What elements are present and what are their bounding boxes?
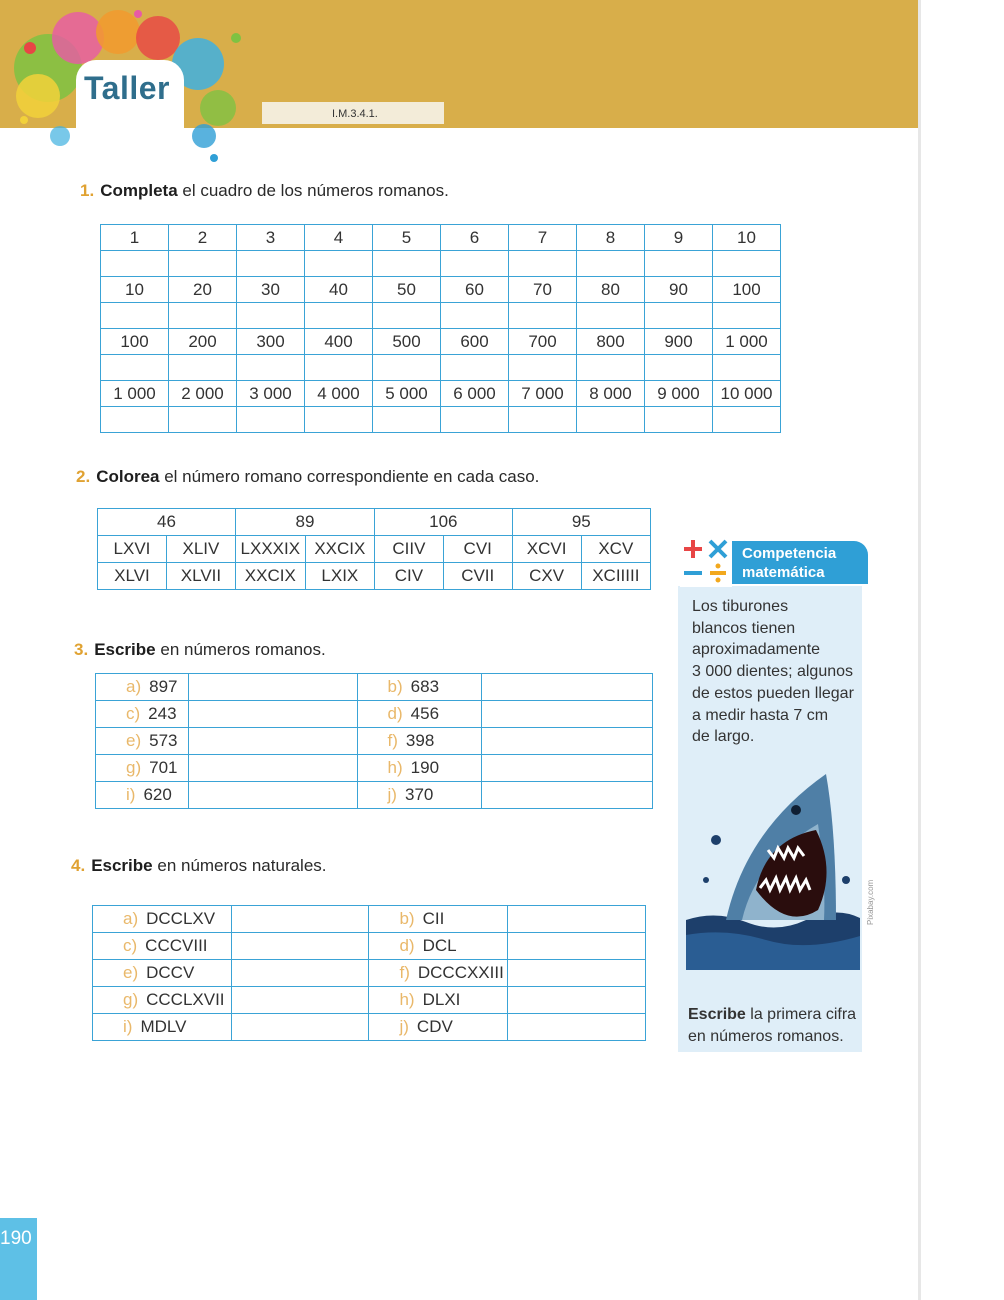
option-cell[interactable]: XCVI [512,536,581,563]
table-cell: 10 000 [713,381,781,407]
item-label: h) [399,990,415,1009]
answer-cell[interactable] [231,933,369,960]
item-label: g) [126,758,142,777]
table-cell: 600 [441,329,509,355]
item-value: 897 [149,677,178,696]
answer-cell[interactable] [441,407,509,433]
table-cell: 30 [237,277,305,303]
item-value: CCCVIII [145,936,208,955]
answer-cell[interactable] [509,303,577,329]
option-cell[interactable]: XXCIX [305,536,374,563]
answer-cell[interactable] [237,303,305,329]
answer-cell[interactable] [373,251,441,277]
table-row [101,225,781,251]
color-roman-table [97,508,651,590]
skill-code [262,102,444,124]
table-row [93,987,646,1014]
exercise-2-instruction [76,467,539,487]
option-cell[interactable]: LXIX [305,563,374,590]
answer-cell[interactable] [577,303,645,329]
option-cell[interactable]: CVI [443,536,512,563]
answer-cell[interactable] [237,355,305,381]
item-value: CII [422,909,445,928]
item-label: f) [387,731,398,750]
table-cell: 70 [509,277,577,303]
table-cell: 8 000 [577,381,645,407]
answer-cell[interactable] [101,355,169,381]
table-cell: 3 [237,225,305,251]
answer-cell[interactable] [509,355,577,381]
table-row [98,536,651,563]
table-row [96,701,653,728]
item-label: j) [387,785,397,804]
item-value: DCCLXV [146,909,216,928]
answer-cell[interactable] [169,355,237,381]
table-cell: 1 000 [101,381,169,407]
exercise-4-verb: Escribe [91,856,153,875]
item-value: DCCCXXIII [417,963,504,982]
item-value: 243 [148,704,177,723]
table-cell: 2 [169,225,237,251]
write-natural-table [92,905,646,1041]
table-row [96,728,653,755]
table-cell: 90 [645,277,713,303]
table-row [101,277,781,303]
item-label: d) [387,704,403,723]
item-label: a) [123,909,139,928]
item-label: h) [387,758,403,777]
answer-cell[interactable] [482,674,653,701]
item-label: j) [399,1017,409,1036]
item-value: 701 [149,758,178,777]
answer-cell[interactable] [188,674,357,701]
answer-cell[interactable] [508,1014,646,1041]
table-row [93,1014,646,1041]
table-cell: 9 000 [645,381,713,407]
answer-cell[interactable] [645,407,713,433]
table-row [93,906,646,933]
shark-icon [686,770,860,970]
item-value: MDLV [140,1017,187,1036]
answer-cell[interactable] [101,407,169,433]
item-label: c) [123,936,138,955]
image-credit: Pixabay.com [866,879,875,925]
answer-cell[interactable] [482,701,653,728]
answer-cell[interactable] [645,251,713,277]
item-label: i) [123,1017,133,1036]
answer-cell[interactable] [101,251,169,277]
answer-cell[interactable] [373,303,441,329]
answer-cell[interactable] [305,407,373,433]
answer-cell[interactable] [169,251,237,277]
table-row [96,674,653,701]
table-cell: 20 [169,277,237,303]
answer-cell[interactable] [231,1014,369,1041]
answer-cell[interactable] [231,987,369,1014]
exercise-3-verb: Escribe [94,640,156,659]
table-cell: 1 000 [713,329,781,355]
exercise-1-verb: Completa [100,181,178,200]
panel-text-line: a medir hasta 7 cm [692,706,829,724]
item-value: 683 [410,677,440,696]
exercise-1-text: el cuadro de los números romanos. [182,181,449,200]
page-number: 190 [0,1228,32,1249]
table-cell: 100 [713,277,781,303]
table-cell: 80 [577,277,645,303]
answer-row [101,251,781,277]
item-value: 573 [149,731,178,750]
answer-cell[interactable] [508,987,646,1014]
page-edge [918,0,921,1300]
table-row [96,755,653,782]
panel-title-line: matemática [742,564,825,581]
answer-cell[interactable] [231,960,369,987]
answer-cell[interactable] [441,355,509,381]
item-value: 456 [410,704,440,723]
table-cell: 700 [509,329,577,355]
table-cell: 400 [305,329,373,355]
item-label: b) [399,909,415,928]
exercise-3-text: en números romanos. [160,640,326,659]
roman-numerals-table [100,224,781,433]
answer-cell[interactable] [508,960,646,987]
table-row [101,381,781,407]
table-cell: 60 [441,277,509,303]
exercise-1-instruction [80,181,449,201]
item-label: b) [387,677,403,696]
table-row [101,329,781,355]
table-cell: 8 [577,225,645,251]
exercise-2-number: 2. [76,467,91,486]
table-cell: 2 000 [169,381,237,407]
panel-text-line: Los tiburones [692,598,789,615]
item-value: DLXI [422,990,461,1009]
panel-title-line: Competencia [742,545,837,562]
answer-cell[interactable] [188,728,357,755]
answer-cell[interactable] [713,251,781,277]
table-cell: 4 000 [305,381,373,407]
skill-code-text: I.M.3.4.1. [332,108,378,120]
table-row [93,960,646,987]
table-cell: 5 000 [373,381,441,407]
answer-cell[interactable] [482,728,653,755]
panel-fact-text [692,596,862,748]
panel-header [732,541,868,584]
answer-cell[interactable] [713,303,781,329]
answer-cell[interactable] [237,251,305,277]
exercise-3-number: 3. [74,640,89,659]
answer-row [101,407,781,433]
answer-cell[interactable] [508,906,646,933]
item-label: f) [399,963,410,982]
answer-cell[interactable] [231,906,369,933]
answer-cell[interactable] [441,303,509,329]
table-cell: 200 [169,329,237,355]
answer-cell[interactable] [373,407,441,433]
exercise-1-number: 1. [80,181,95,200]
item-value: DCCV [146,963,195,982]
item-value: DCL [422,936,457,955]
answer-cell[interactable] [101,303,169,329]
answer-cell[interactable] [713,407,781,433]
answer-cell[interactable] [645,303,713,329]
panel-text-line: de largo. [692,728,755,746]
table-row [98,563,651,590]
answer-cell[interactable] [482,755,653,782]
panel-text-line: de estos pueden llegar [692,684,854,702]
table-cell: 3 000 [237,381,305,407]
answer-cell[interactable] [237,407,305,433]
table-cell: 40 [305,277,373,303]
exercise-4-instruction [71,856,327,876]
option-cell[interactable]: CIV [375,563,444,590]
table-cell: 800 [577,329,645,355]
option-cell[interactable]: CIIV [375,536,444,563]
exercise-2-text: el número romano correspondiente en cada caso. [164,467,540,486]
option-cell[interactable]: XCIIIII [581,563,650,590]
answer-cell[interactable] [577,407,645,433]
option-cell[interactable]: XXCIX [235,563,305,590]
answer-cell[interactable] [577,355,645,381]
answer-cell[interactable] [169,303,237,329]
item-label: c) [126,704,141,723]
table-cell: 900 [645,329,713,355]
item-label: i) [126,785,136,804]
item-label: e) [123,963,139,982]
table-cell: 9 [645,225,713,251]
item-label: e) [126,731,142,750]
table-header-cell: 46 [98,509,236,536]
answer-cell[interactable] [373,355,441,381]
answer-cell[interactable] [577,251,645,277]
exercise-4-number: 4. [71,856,86,875]
option-cell[interactable]: XLVII [166,563,235,590]
table-row [93,933,646,960]
table-cell: 7 000 [509,381,577,407]
page-title: Taller [84,70,170,106]
table-header-cell: 95 [512,509,650,536]
table-cell: 5 [373,225,441,251]
item-label: a) [126,677,142,696]
table-cell: 100 [101,329,169,355]
table-row [98,509,651,536]
item-value: 620 [143,785,172,804]
option-cell[interactable]: CVII [443,563,512,590]
answer-cell[interactable] [508,933,646,960]
table-cell: 500 [373,329,441,355]
item-label: d) [399,936,415,955]
answer-cell[interactable] [305,355,373,381]
table-header-cell: 106 [375,509,513,536]
option-cell[interactable]: XLIV [166,536,235,563]
panel-text-line: 3 000 dientes; algunos [692,663,854,681]
option-cell[interactable]: CXV [512,563,581,590]
answer-cell[interactable] [169,407,237,433]
panel-prompt [688,1004,860,1048]
table-cell: 6 000 [441,381,509,407]
exercise-4-text: en números naturales. [157,856,327,875]
exercise-3-instruction [74,640,326,660]
answer-cell[interactable] [482,782,653,809]
answer-cell[interactable] [441,251,509,277]
table-cell: 1 [101,225,169,251]
table-cell: 7 [509,225,577,251]
item-value: CCCLXVII [146,990,225,1009]
table-header-cell: 89 [235,509,374,536]
panel-prompt-verb: Escribe [688,1006,746,1023]
panel-prompt-text: la primera cifra [750,1006,857,1023]
answer-cell[interactable] [188,782,357,809]
panel-prompt-text: en números romanos. [688,1028,844,1045]
table-cell: 4 [305,225,373,251]
option-cell[interactable]: XCV [581,536,650,563]
answer-cell[interactable] [509,407,577,433]
table-cell: 300 [237,329,305,355]
item-label: g) [123,990,139,1009]
write-roman-table [95,673,653,809]
panel-text-line: blancos tienen [692,619,796,637]
table-cell: 10 [101,277,169,303]
table-row [96,782,653,809]
answer-cell[interactable] [188,755,357,782]
option-cell[interactable]: LXVI [98,536,167,563]
exercise-2-verb: Colorea [96,467,160,486]
table-cell: 6 [441,225,509,251]
table-cell: 50 [373,277,441,303]
answer-cell[interactable] [188,701,357,728]
panel-text-line: aproximadamente [692,641,821,659]
item-value: 398 [405,731,435,750]
answer-cell[interactable] [713,355,781,381]
answer-cell[interactable] [305,303,373,329]
answer-row [101,303,781,329]
answer-cell[interactable] [305,251,373,277]
answer-cell[interactable] [509,251,577,277]
option-cell[interactable]: XLVI [98,563,167,590]
option-cell[interactable]: LXXXIX [235,536,305,563]
table-cell: 10 [713,225,781,251]
item-value: CDV [416,1017,453,1036]
answer-row [101,355,781,381]
math-operations-icon [680,535,732,587]
item-value: 370 [404,785,434,804]
answer-cell[interactable] [645,355,713,381]
item-value: 190 [410,758,440,777]
